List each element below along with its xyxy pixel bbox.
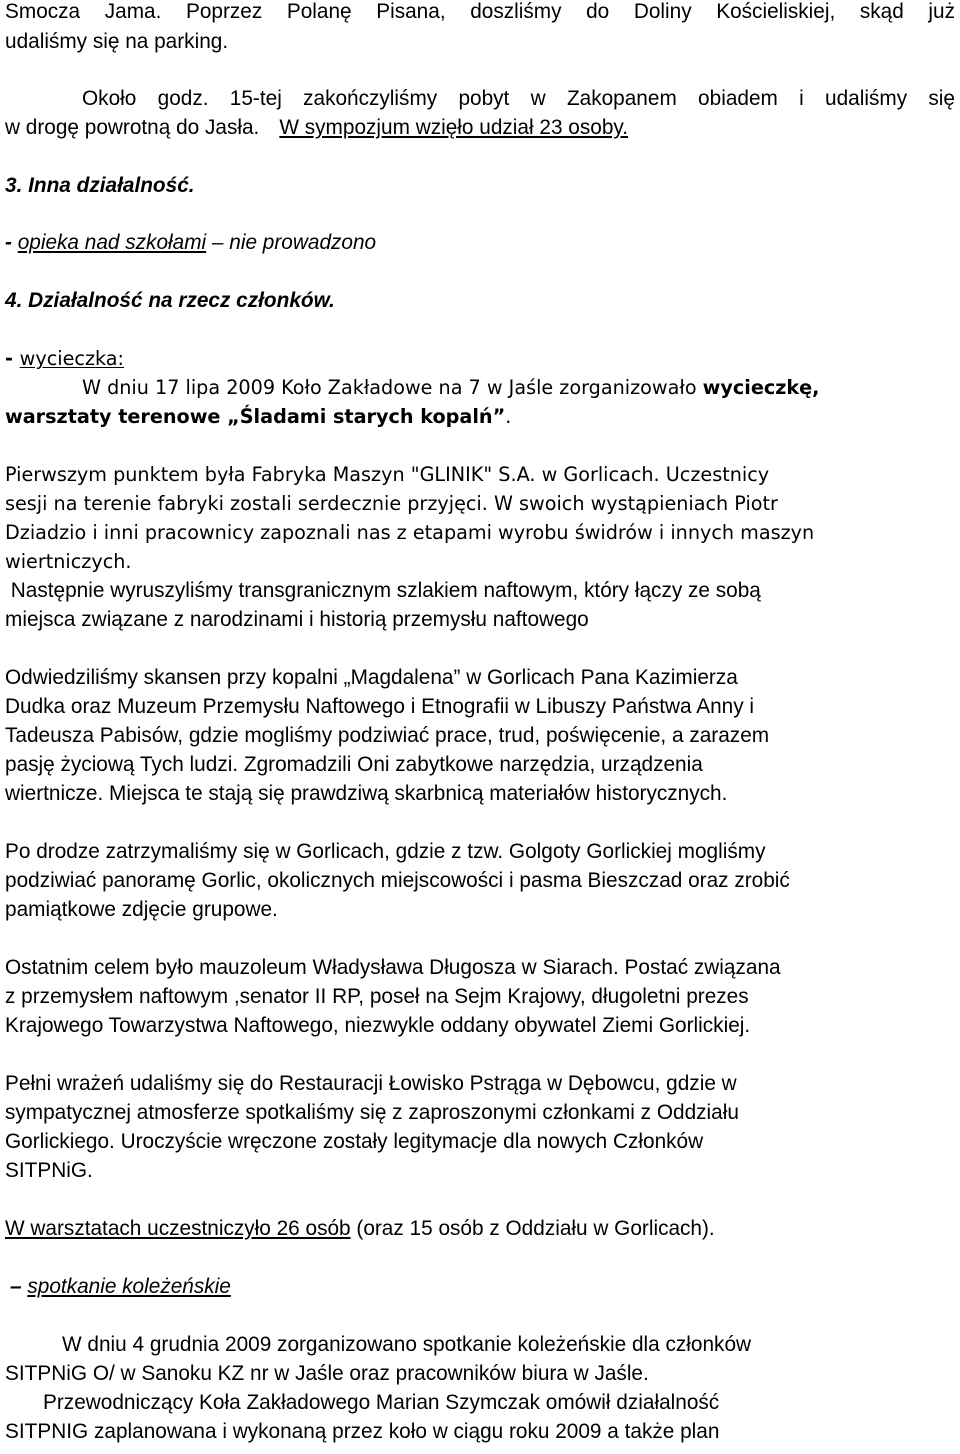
text-line: Smocza Jama. Poprzez Polanę Pisana, doszliśmy do Doliny Kościeliskiej, skąd już: [5, 0, 955, 23]
bullet-label: spotkanie koleżeńskie: [27, 1275, 231, 1298]
text-line: [82, 376, 819, 400]
workshop-participants: W warsztatach uczestniczyło 26 osób: [5, 1217, 351, 1240]
text-line: Gorlickiego. Uroczyście wręczone zostały legitymacje dla nowych Członków: [5, 1130, 704, 1153]
text-line: Ostatnim celem było mauzoleum Władysława Długosza w Siarach. Postać związana: [5, 956, 781, 979]
text-line: sympatycznej atmosferze spotkaliśmy się z zaproszonymi członkami z Oddziału: [5, 1101, 739, 1124]
text-line: Następnie wyruszyliśmy transgranicznym szlakiem naftowym, który łączy ze sobą: [5, 579, 761, 602]
text-line: Krajowego Towarzystwa Naftowego, niezwykle oddany obywatel Ziemi Gorlickiej.: [5, 1014, 751, 1037]
workshop-title: warsztaty terenowe „Śladami starych kopalń”: [5, 405, 506, 428]
text-line: Pełni wrażeń udaliśmy się do Restauracji Łowisko Pstrąga w Dębowcu, gdzie w: [5, 1072, 737, 1095]
bullet-text: – nie prowadzono: [206, 231, 377, 254]
text-segment: (oraz 15 osób z Oddziału w Gorlicach).: [350, 1217, 715, 1240]
text-segment: .: [505, 405, 512, 428]
text-segment: W dniu 17 lipa 2009 Koło Zakładowe na 7 w Jaśle zorganizowało: [82, 376, 703, 399]
text-line: SITPNiG O/ w Sanoku KZ nr w Jaśle oraz pracowników biura w Jaśle.: [5, 1362, 649, 1385]
text-line: Dudka oraz Muzeum Przemysłu Naftowego i Etnografii w Libuszy Państwa Anny i: [5, 695, 755, 718]
participants-count: W sympozjum wzięło udział 23 osoby.: [279, 116, 629, 139]
text-line: udaliśmy się na parking.: [5, 30, 229, 53]
text-line: Dziadzio i inni pracownicy zapoznali nas z etapami wyrobu świdrów i innych maszyn: [5, 521, 815, 544]
text-line: W dniu 4 grudnia 2009 zorganizowano spotkanie koleżeńskie dla członków: [62, 1333, 752, 1356]
text-line: Pierwszym punktem była Fabryka Maszyn "GLINIK" S.A. w Gorlicach. Uczestnicy: [5, 463, 770, 486]
text-line: pamiątkowe zdjęcie grupowe.: [5, 898, 278, 921]
bullet-label: wycieczka:: [19, 347, 125, 370]
text-line: Po drodze zatrzymaliśmy się w Gorlicach, gdzie z tzw. Golgoty Gorlickiej mogliśmy: [5, 840, 766, 863]
text-line: Przewodniczący Koła Zakładowego Marian Szymczak omówił działalność: [43, 1391, 720, 1414]
text-line: miejsca związane z narodzinami i historią przemysłu naftowego: [5, 608, 589, 631]
text-line: Odwiedziliśmy skansen przy kopalni „Magdalena” w Gorlicach Pana Kazimierza: [5, 666, 738, 689]
text-line: [5, 1217, 715, 1241]
text-line: wiertnicze. Miejsca te stają się prawdziwą skarbnicą materiałów historycznych.: [5, 782, 728, 805]
section-heading-4: 4. Działalność na rzecz członków.: [5, 289, 335, 312]
text-line: Około godz. 15-tej zakończyliśmy pobyt w Zakopanem obiadem i udaliśmy się: [82, 87, 955, 110]
text-line: wiertniczych.: [5, 550, 132, 573]
text-line: SITPNiG.: [5, 1159, 93, 1182]
bullet-meeting: [10, 1275, 231, 1299]
bullet-schools: [5, 231, 376, 255]
bullet-dash: -: [5, 347, 20, 370]
section-heading-3: 3. Inna działalność.: [5, 174, 195, 197]
bullet-dash: -: [5, 231, 18, 254]
text-line: sesji na terenie fabryki zostali serdecznie przyjęci. W swoich wystąpieniach Piotr: [5, 492, 778, 515]
text-line: [5, 405, 511, 429]
text-segment: w drogę powrotną do Jasła.: [5, 116, 260, 139]
text-line: [5, 116, 628, 140]
text-line: Tadeusza Pabisów, gdzie mogliśmy podziwiać prace, trud, poświęcenie, a zarazem: [5, 724, 770, 747]
bullet-label: opieka nad szkołami: [17, 231, 207, 254]
text-line: pasję życiową Tych ludzi. Zgromadzili Oni zabytkowe narzędzia, urządzenia: [5, 753, 703, 776]
text-line: SITPNIG zaplanowana i wykonaną przez koło w ciągu roku 2009 a także plan: [5, 1420, 720, 1443]
text-bold: wycieczkę,: [702, 376, 820, 399]
text-line: z przemysłem naftowym ,senator II RP, poseł na Sejm Krajowy, długoletni prezes: [5, 985, 749, 1008]
bullet-trip: [5, 347, 124, 371]
text-line: podziwiać panoramę Gorlic, okolicznych miejscowości i pasma Bieszczad oraz zrobić: [5, 869, 790, 892]
bullet-dash: –: [10, 1275, 28, 1298]
